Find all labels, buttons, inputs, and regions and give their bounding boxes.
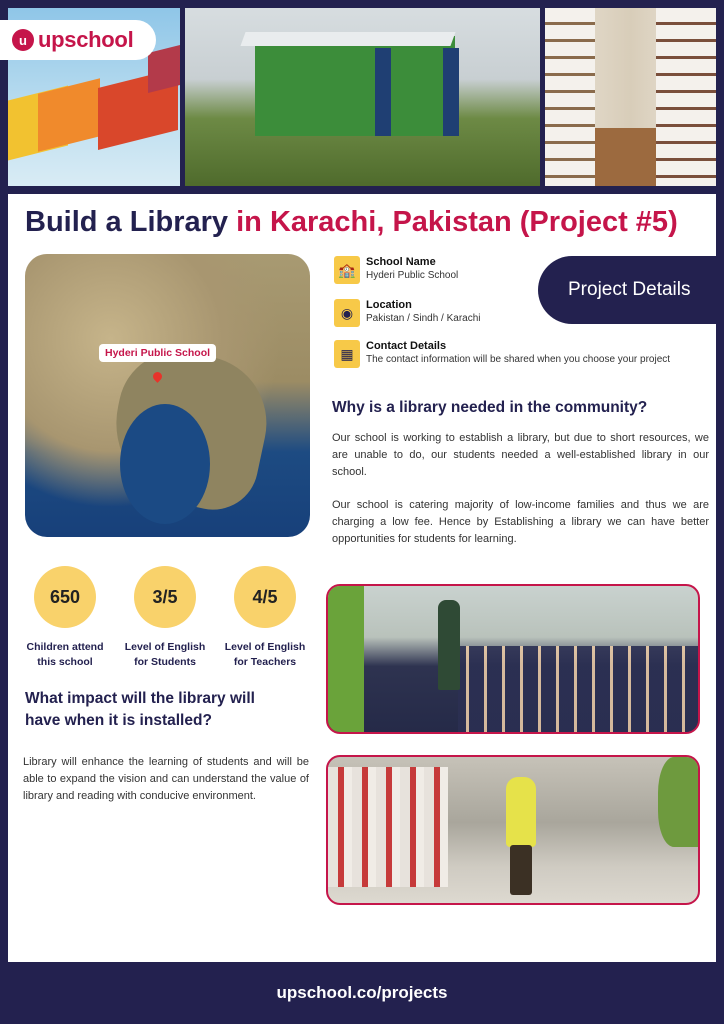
location-map [25, 254, 310, 537]
impact-heading: What impact will the library will have when it is installed? [25, 690, 255, 729]
why-heading: Why is a library needed in the community? [332, 399, 648, 416]
contact-label: Contact Details [366, 340, 447, 352]
project-details-tab[interactable]: Project Details [538, 256, 716, 324]
upschool-logo-text: upschool [38, 27, 134, 52]
school-building-icon: 🏫 [334, 256, 360, 284]
school-name-row [334, 256, 458, 284]
upschool-logo[interactable] [0, 20, 156, 60]
stat-english-teachers-caption: Level of English for Teachers [224, 641, 306, 668]
impact-text: Library will enhance the learning of students and will be able to expand the vision and can understand the value of library and reading with conducive environment. [23, 756, 309, 802]
stat-children-caption: Children attend this school [26, 641, 104, 668]
upschool-logo-mark: u [12, 29, 34, 51]
schoolyard-photo [326, 755, 700, 905]
location-value: Pakistan / Sindh / Karachi [366, 313, 481, 324]
stat-children-value: 650 [34, 566, 96, 628]
why-paragraph-2: Our school is catering majority of low-income families and thus we are charging a low fee. Hence by Establishing a library we can have better opportunities for students for learning. [332, 499, 709, 545]
school-name-label: School Name [366, 256, 436, 268]
stat-children [15, 566, 115, 670]
stat-english-students-value: 3/5 [134, 566, 196, 628]
map-pin-icon: ◉ [334, 299, 360, 327]
students-crowd [458, 646, 698, 734]
location-row [334, 299, 481, 327]
map-marker-label: Hyderi Public School [99, 344, 216, 362]
page-title [25, 206, 678, 239]
title-part-2: in Karachi, Pakistan (Project #5) [236, 206, 678, 238]
contact-card-icon: ▦ [334, 340, 360, 368]
container-library-photo [185, 8, 540, 186]
stat-english-students [115, 566, 215, 670]
stat-english-teachers [215, 566, 315, 670]
contact-row [334, 340, 670, 368]
contact-value: The contact information will be shared when you choose your project [366, 354, 671, 365]
running-student [506, 777, 536, 847]
students-assembly-photo [326, 584, 700, 734]
map-sea [120, 404, 210, 524]
title-part-1: Build a Library [25, 206, 229, 238]
project-panel [8, 194, 716, 962]
bookshelves-photo [545, 8, 716, 186]
stat-english-students-caption: Level of English for Students [124, 641, 206, 668]
stat-english-teachers-value: 4/5 [234, 566, 296, 628]
location-label: Location [366, 299, 412, 311]
why-paragraph-1: Our school is working to establish a library, but due to short resources, we are unable to do, our students needed a well-established library in our school. [332, 432, 709, 478]
school-name-value: Hyderi Public School [366, 270, 459, 281]
footer-url[interactable]: upschool.co/projects [276, 983, 448, 1002]
